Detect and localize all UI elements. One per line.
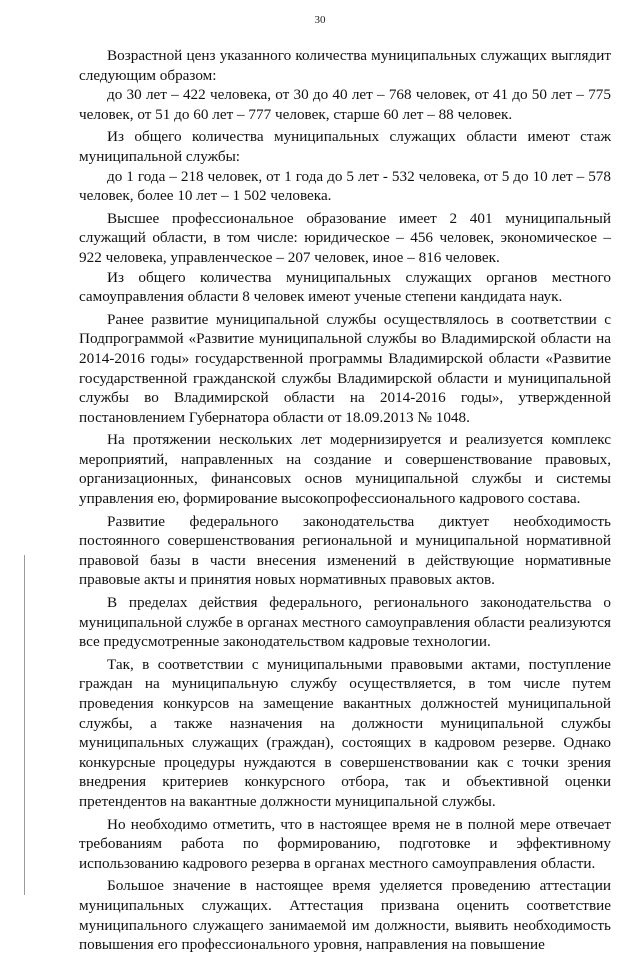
paragraph-modernization: На протяжении нескольких лет модернизируется и реализуется комплекс мероприятий, направленных на создание и совершенствование правовых, организационных, финансовых основ муниципальной службы и системы управления ею, формирование высокопрофессионального кадрового состава. [79, 431, 611, 508]
paragraph-age-intro: Возрастной ценз указанного количества муниципальных служащих выглядит следующим образом: [79, 47, 611, 84]
document-body [79, 46, 611, 955]
paragraph-age-values: до 30 лет – 422 человека, от 30 до 40 лет – 768 человек, от 41 до 50 лет – 775 человек, от 51 до 60 лет – 777 человек, старше 60 лет – 88 человек. [79, 86, 611, 123]
paragraph-personnel-reserve: Но необходимо отметить, что в настоящее время не в полной мере отвечает требованиям работа по формированию, подготовке и эффективному использованию кадрового резерва в органах местного самоуправления области. [79, 815, 611, 872]
page-number: 30 [314, 14, 326, 26]
paragraph-subprogram: Ранее развитие муниципальной службы осуществлялось в соответствии с Подпрограммой «Развитие муниципальной службы во Владимирской области на 2014-2016 годы» государственной программы Владимирской области «Развитие государственной гражданской службы Владимирской области и муниципальной службы во Владимирской области на 2014-2016 годы», утвержденной постановлением Губернатора области от 18.09.2013 № 1048. [79, 310, 611, 426]
paragraph-education: Высшее профессиональное образование имеет 2 401 муниципальный служащий области, в том числе: юридическое – 456 человек, экономическое – 922 человека, управленческое – 207 человек, иное – 816 человек. [79, 209, 611, 266]
paragraph-attestation: Большое значение в настоящее время уделяется проведению аттестации муниципальных служащих. Аттестация призвана оценить соответствие муниципального служащего занимаемой им должности, выявить необходимость повышения его профессионального уровня, направления на повышение [79, 877, 611, 954]
paragraph-competitions: Так, в соответствии с муниципальными правовыми актами, поступление граждан на муниципальную службу осуществляется, в том числе путем проведения конкурсов на замещение вакантных должностей муниципальной службы, а также назначения на должности муниципальной службы муниципальных служащих (граждан), состоящих в кадровом резерве. Однако конкурсные процедуры нуждаются в совершенствовании как с точки зрения внедрения критериев конкурсного отбора, так и объективной оценки претендентов на вакантные должности муниципальной службы. [79, 655, 611, 810]
scan-margin-line [24, 555, 25, 895]
paragraph-experience-intro: Из общего количества муниципальных служащих области имеют стаж муниципальной службы: [79, 128, 611, 165]
paragraph-experience-values: до 1 года – 218 человек, от 1 года до 5 лет - 532 человека, от 5 до 10 лет – 578 человек, более 10 лет – 1 502 человека. [79, 167, 611, 205]
paragraph-hr-technologies: В пределах действия федерального, регионального законодательства о муниципальной службе в органах местного самоуправления области реализуются все предусмотренные законодательством кадровые технологии. [79, 594, 611, 651]
paragraph-academic-degrees: Из общего количества муниципальных служащих органов местного самоуправления области 8 человек имеют ученые степени кандидата наук. [79, 268, 611, 306]
paragraph-legislation: Развитие федерального законодательства диктует необходимость постоянного совершенствования региональной и муниципальной нормативной правовой базы в части внесения изменений в действующие нормативные правовые акты и принятия новых нормативных правовых актов. [79, 512, 611, 589]
